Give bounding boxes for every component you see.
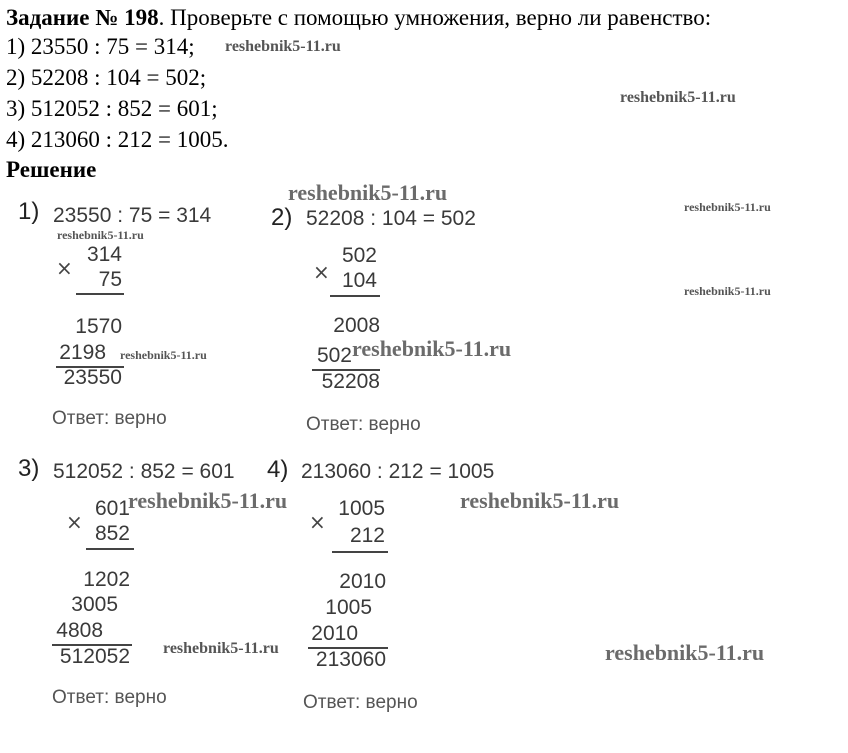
partial-product: 2198 — [59, 341, 106, 364]
factor-1: 314 — [86, 243, 122, 266]
task-title — [6, 4, 711, 32]
divider-line — [76, 293, 124, 295]
partial-product: 1202 — [83, 568, 130, 591]
task-item-4: 4) 213060 : 212 = 1005. — [6, 127, 229, 152]
task-item-3: 3) 512052 : 852 = 601; — [6, 96, 218, 121]
factor-2: 212 — [349, 524, 385, 547]
watermark: reshebnik5-11.ru — [163, 640, 279, 657]
partial-product: 2008 — [333, 314, 380, 337]
solution-number: 4) — [267, 456, 289, 483]
watermark: reshebnik5-11.ru — [605, 640, 765, 665]
solution-equation: 23550 : 75 = 314 — [53, 204, 212, 227]
product-result: 52208 — [321, 370, 380, 393]
watermark: reshebnik5-11.ru — [352, 336, 512, 361]
factor-1: 601 — [94, 497, 130, 520]
answer-text: Ответ: верно — [52, 408, 167, 429]
task-item-2: 2) 52208 : 104 = 502; — [6, 65, 207, 90]
factor-1: 502 — [341, 244, 377, 267]
partial-product: 2010 — [339, 570, 386, 593]
task-item-1: 1) 23550 : 75 = 314; — [6, 34, 195, 59]
answer-text: Ответ: верно — [303, 692, 418, 713]
answer-text: Ответ: верно — [52, 687, 167, 708]
divider-line — [330, 295, 380, 297]
factor-2: 75 — [98, 268, 122, 291]
watermark: reshebnik5-11.ru — [684, 200, 771, 214]
solution-equation: 213060 : 212 = 1005 — [301, 460, 495, 483]
factor-2: 104 — [341, 269, 377, 292]
multiply-sign: × — [313, 260, 330, 284]
product-result: 213060 — [315, 648, 386, 671]
task-text: . Проверьте с помощью умножения, верно ли равенство: — [158, 5, 712, 30]
solution-heading: Решение — [6, 157, 97, 182]
factor-1: 1005 — [338, 497, 385, 520]
solution-number: 2) — [271, 204, 293, 231]
multiply-sign: × — [309, 510, 326, 534]
partial-product: 502 — [316, 344, 352, 367]
divider-line — [332, 551, 388, 553]
watermark: reshebnik5-11.ru — [288, 180, 448, 205]
factor-2: 852 — [94, 522, 130, 545]
divider-line — [86, 548, 134, 550]
watermark: reshebnik5-11.ru — [620, 89, 736, 106]
solution-equation: 52208 : 104 = 502 — [306, 207, 476, 230]
multiply-sign: × — [56, 256, 73, 280]
watermark: reshebnik5-11.ru — [460, 488, 620, 513]
watermark: reshebnik5-11.ru — [57, 228, 144, 242]
solution-number: 1) — [18, 198, 40, 225]
task-label: Задание № 198 — [6, 5, 159, 30]
answer-text: Ответ: верно — [306, 414, 421, 435]
partial-product: 3005 — [71, 593, 118, 616]
watermark: reshebnik5-11.ru — [120, 348, 207, 362]
partial-product: 4808 — [56, 619, 103, 642]
product-result: 512052 — [59, 645, 130, 668]
solution-number: 3) — [18, 455, 40, 482]
watermark: reshebnik5-11.ru — [684, 284, 771, 298]
partial-product: 1570 — [75, 315, 122, 338]
partial-product: 2010 — [311, 622, 358, 645]
solution-equation: 512052 : 852 = 601 — [53, 460, 235, 483]
watermark: reshebnik5-11.ru — [128, 488, 288, 513]
partial-product: 1005 — [325, 596, 372, 619]
product-result: 23550 — [63, 366, 122, 389]
watermark: reshebnik5-11.ru — [225, 38, 341, 55]
multiply-sign: × — [66, 510, 83, 534]
